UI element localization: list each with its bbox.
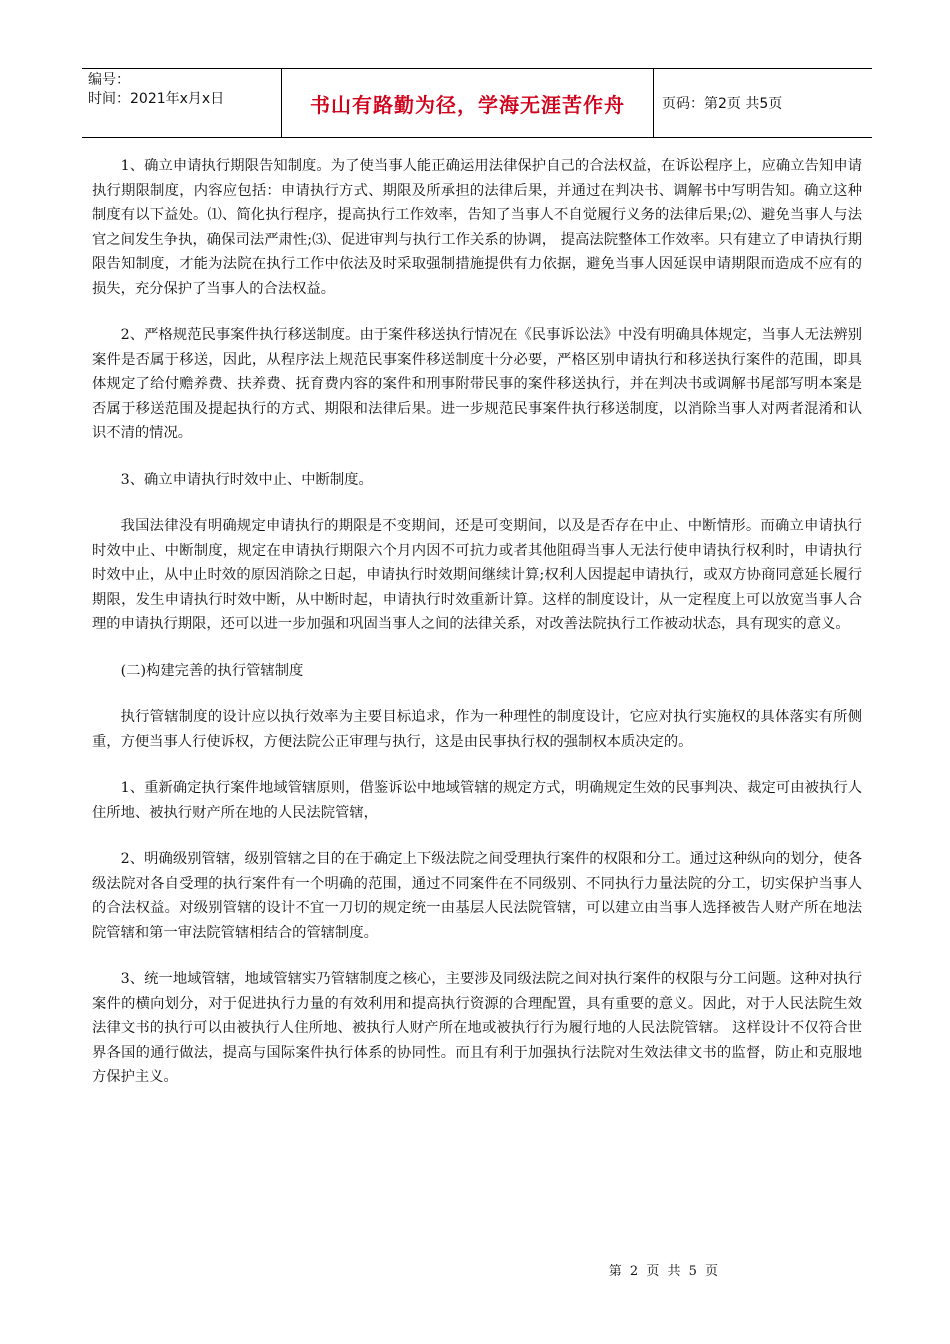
document-number-label: 编号： — [88, 72, 130, 88]
paragraph: 1、确立申请执行期限告知制度。为了使当事人能正确运用法律保护自己的合法权益，在诉讼程序上，应确立告知申请执行期限制度，内容应包括：申请执行方式、期限及所承担的法律后果，并通过在判决书、调解书中写明告知。确立这种制度有以下益处。⑴、简化执行程序，提高执行工作效率，告知了当事人不自觉履行义务的法律后果;⑵、避免当事人与法官之间发生争执，确保司法严肃性;⑶、促进审判与执行工作关系的协调， 提高法院整体工作效率。只有建立了申请执行期限告知制度，才能为法院在执行工作中依法及时采取强制措施提供有力依据，避免当事人因延误申请期限而造成不应有的损失，充分保护了当事人的合法权益。 — [92, 158, 862, 297]
paragraph: 1、重新确定执行案件地域管辖原则，借鉴诉讼中地域管辖的规定方式，明确规定生效的民事判决、裁定可由被执行人住所地、被执行财产所在地的人民法院管辖， — [92, 780, 862, 821]
document-header — [82, 68, 872, 138]
footer-page-number: 第 2 页 共 5 页 — [608, 1264, 720, 1279]
header-motto-cell — [282, 69, 654, 137]
section-heading: (二)构建完善的执行管辖制度 — [120, 662, 304, 679]
paragraph: 我国法律没有明确规定申请执行的期限是不变期间，还是可变期间，以及是否存在中止、中断情形。而确立申请执行时效中止、中断制度，规定在申请执行期限六个月内因不可抗力或者其他阻碍当事人无法行使申请执行权利时，申请执行时效中止，从中止时效的原因消除之日起，申请执行时效期间继续计算;权利人因提起申请执行，或双方协商同意延长履行期限，发生申请执行时效中断，从中断时起，申请执行时效重新计算。这样的制度设计，从一定程度上可以放宽当事人合理的申请执行期限，还可以进一步加强和巩固当事人之间的法律关系，对改善法院执行工作被动状态，具有现实的意义。 — [92, 518, 862, 632]
document-body — [92, 154, 862, 1112]
paragraph: 执行管辖制度的设计应以执行效率为主要目标追求，作为一种理性的制度设计，它应对执行实施权的具体落实有所侧重，方便当事人行使诉权，方便法院公正审理与执行，这是由民事执行权的强制权本质决定的。 — [92, 709, 862, 750]
header-motto: 书山有路勤为径，学海无涯苦作舟 — [310, 92, 625, 117]
document-date-label: 时间：2021年x月x日 — [88, 91, 225, 107]
paragraph: 2、明确级别管辖，级别管辖之目的在于确定上下级法院之间受理执行案件的权限和分工。通过这种纵向的划分，使各级法院对各自受理的执行案件有一个明确的范围，通过不同案件在不同级别、不同执行力量法院的分工，切实保护当事人的合法权益。对级别管辖的设计不宜一刀切的规定统一由基层人民法院管辖，可以建立由当事人选择被告人财产所在地法院管辖和第一审法院管辖相结合的管辖制度。 — [92, 851, 862, 941]
paragraph: 3、确立申请执行时效中止、中断制度。 — [120, 471, 373, 488]
header-page-label: 页码：第2页 共5页 — [662, 96, 783, 112]
page-footer — [0, 1260, 950, 1279]
paragraph: 3、统一地域管辖，地域管辖实乃管辖制度之核心，主要涉及同级法院之间对执行案件的权限与分工问题。这种对执行案件的横向划分，对于促进执行力量的有效利用和提高执行资源的合理配置，具有重要的意义。因此，对于人民法院生效法律文书的执行可以由被执行人住所地、被执行人财产所在地或被执行行为履行地的人民法院管辖。 这样设计不仅符合世界各国的通行做法，提高与国际案件执行体系的协同性。而且有利于加强执行法院对生效法律文书的监督，防止和克服地方保护主义。 — [92, 971, 862, 1085]
header-meta — [82, 69, 282, 137]
header-page-cell — [654, 69, 872, 137]
paragraph: 2、严格规范民事案件执行移送制度。由于案件移送执行情况在《民事诉讼法》中没有明确具体规定，当事人无法辨别案件是否属于移送，因此，从程序法上规范民事案件移送制度十分必要，严格区别申请执行和移送执行案件的范围，即具体规定了给付赡养费、扶养费、抚育费内容的案件和刑事附带民事的案件移送执行，并在判决书或调解书尾部写明本案是否属于移送范围及提起执行的方式、期限和法律后果。进一步规范民事案件执行移送制度，以消除当事人对两者混淆和认识不清的情况。 — [92, 327, 862, 441]
